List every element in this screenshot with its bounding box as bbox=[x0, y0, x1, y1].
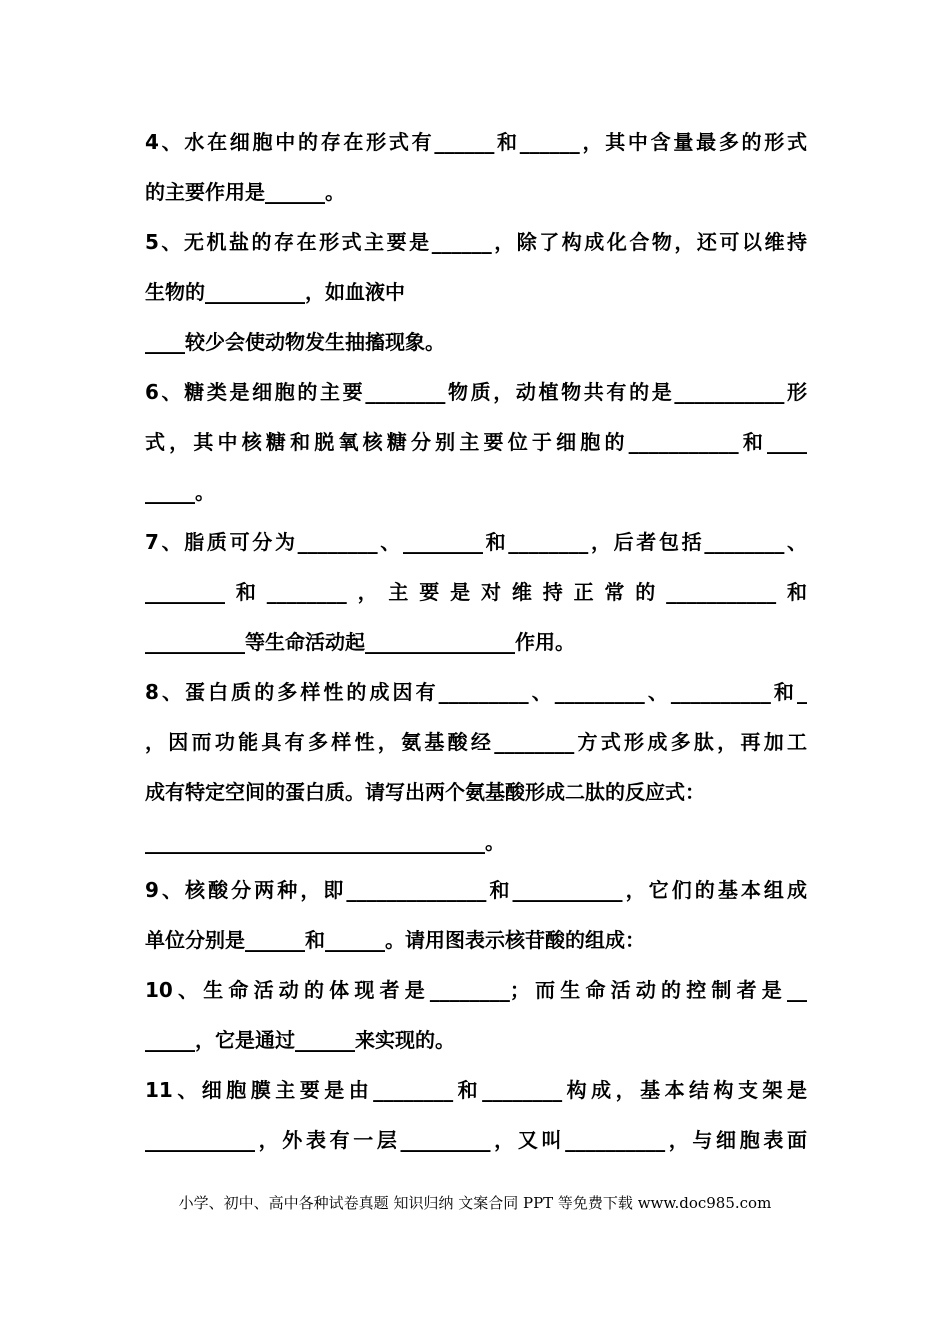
question-8-line-1: 8、蛋白质的多样性的成因有_________、_________、__________和_ bbox=[145, 680, 807, 704]
question-5-line-1: 5、无机盐的存在形式主要是______，除了构成化合物，还可以维持 bbox=[145, 230, 807, 254]
page-footer: 小学、初中、高中各种试卷真题 知识归纳 文案合同 PPT 等免费下载 www.doc985.com bbox=[178, 1194, 772, 1212]
question-11-line-2: ___________，外表有一层_________，又叫__________，与细胞表面 bbox=[145, 1128, 807, 1152]
question-9-line-1: 9、核酸分两种，即______________和___________，它们的基本组成 bbox=[145, 878, 807, 902]
question-5-line-2: 生物的__________，如血液中 bbox=[145, 280, 405, 304]
question-10-line-2: _____，它是通过______来实现的。 bbox=[145, 1028, 455, 1052]
question-5-line-3: ____较少会使动物发生抽搐现象。 bbox=[145, 330, 445, 354]
question-4-line-1: 4、水在细胞中的存在形式有______和______，其中含量最多的形式 bbox=[145, 130, 807, 154]
question-6-line-1: 6、糖类是细胞的主要________物质，动植物共有的是___________形 bbox=[145, 380, 807, 404]
question-8-line-2: ，因而功能具有多样性，氨基酸经________方式形成多肽，再加工 bbox=[145, 730, 807, 754]
question-7-line-2: ________和________，主要是对维持正常的___________和 bbox=[145, 580, 807, 604]
question-9-line-2: 单位分别是______和______。请用图表示核苷酸的组成： bbox=[145, 928, 645, 952]
question-10-line-1: 10、生命活动的体现者是________；而生命活动的控制者是__ bbox=[145, 978, 807, 1002]
question-6-line-3: _____。 bbox=[145, 480, 215, 504]
question-8-line-3: 成有特定空间的蛋白质。请写出两个氨基酸形成二肽的反应式： bbox=[145, 780, 705, 804]
question-7-line-1: 7、脂质可分为________、________和________，后者包括________、 bbox=[145, 530, 807, 554]
question-11-line-1: 11、细胞膜主要是由________和________构成，基本结构支架是 bbox=[145, 1078, 807, 1102]
question-6-line-2: 式，其中核糖和脱氧核糖分别主要位于细胞的___________和____ bbox=[145, 430, 807, 454]
question-4-line-2: 的主要作用是______。 bbox=[145, 180, 345, 204]
question-7-line-3: __________等生命活动起_______________作用。 bbox=[145, 630, 575, 654]
question-8-line-4: __________________________________。 bbox=[145, 830, 505, 854]
